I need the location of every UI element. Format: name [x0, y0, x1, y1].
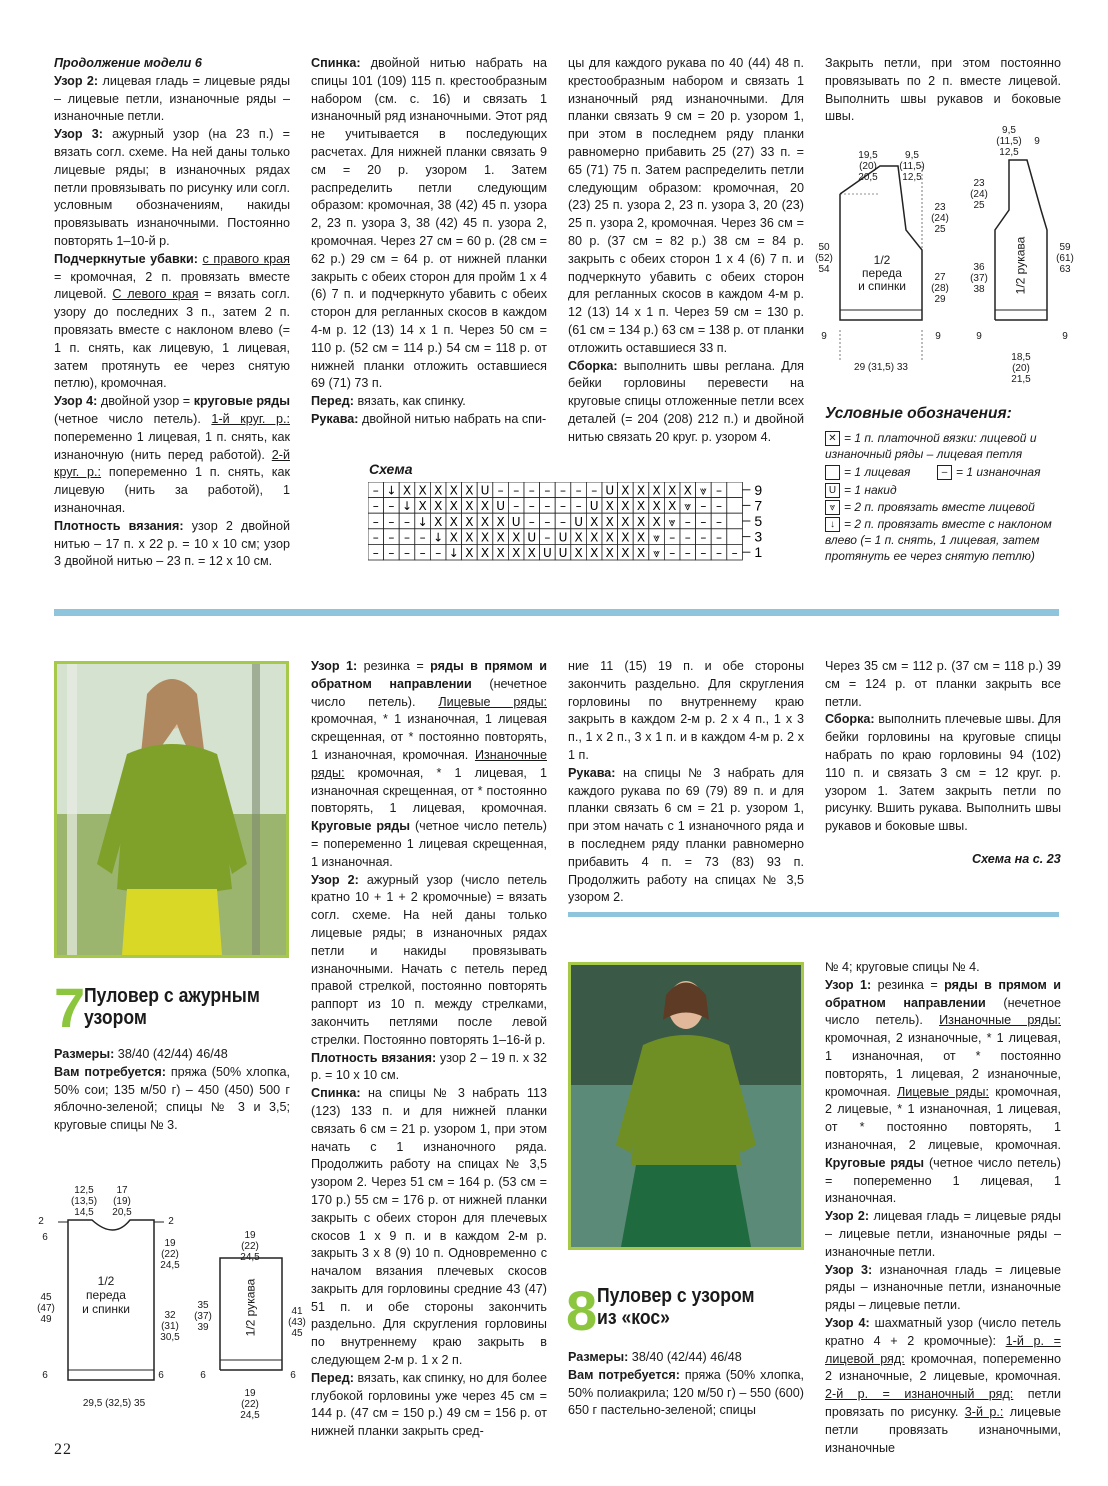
chart-symbol: –	[404, 530, 410, 545]
legend-text-ssk: = 2 п. провязать вместе с наклоном влево (= 1 п. снять, 1 лицевая, затем протянуть ее через снятую петлю)	[825, 517, 1052, 564]
chart-symbol: ⩔	[653, 546, 660, 560]
knitting-chart-grid	[368, 482, 768, 564]
model7-needs: пряжа (50% хлопка, 50% сои; 135 м/50 г) – 450 (450) 500 г яблочно-зеленой; спицы № 3 и 3,5; круговые спицы № 3.	[54, 1064, 291, 1133]
m7-sleeve-dim-width: 19 (22) 24,5	[240, 1388, 260, 1421]
chart-symbol: –	[575, 483, 582, 498]
model7-needs-label: Вам потребуется:	[54, 1064, 166, 1079]
sleeve-dim-bottom-right: 9	[1062, 331, 1068, 342]
dim-right-lower: 27 (28) 29	[931, 272, 949, 305]
sleeve-dim-left-lower: 36 (37) 38	[970, 262, 988, 295]
round1-label: 1-й круг. р.:	[211, 411, 290, 426]
garter-icon: ✕	[825, 431, 840, 446]
yarnover-icon: U	[825, 483, 840, 498]
round-rows-text: (четное число петель).	[54, 411, 212, 426]
model8-photo-illustration	[571, 965, 801, 1247]
pattern4-label: Узор 4:	[54, 394, 98, 409]
chart-symbol: –	[372, 499, 379, 514]
chart-symbol: X	[621, 530, 630, 545]
chart-symbol: X	[574, 530, 583, 545]
legend-text-k2tog: = 2 п. провязать вместе лицевой	[844, 500, 1035, 514]
chart-symbol: –	[575, 499, 582, 514]
m7-round-label: Круговые ряды	[311, 819, 411, 834]
chart-symbol: X	[652, 483, 661, 498]
m7-dim-width: 29,5 (32,5) 35	[82, 1398, 146, 1409]
chart-symbol: X	[418, 483, 427, 498]
chart-symbol: U	[496, 499, 505, 514]
legend-title: Условные обозначения:	[825, 405, 1012, 422]
chart-symbol: –	[716, 483, 722, 498]
chart-symbol: –	[388, 499, 395, 514]
legend-item-purl	[937, 464, 1041, 480]
chart-symbol: –	[684, 546, 691, 560]
chart-symbol: –	[591, 483, 598, 498]
model7-photo	[54, 661, 289, 958]
chart-symbol: –	[700, 546, 707, 560]
chart-symbol: –	[700, 530, 707, 545]
m8-round-text: (четное число петель) = попеременно 1 лицевая, 1 изнаночная.	[825, 1155, 1061, 1206]
model8-number: 8	[566, 1279, 598, 1342]
model8-title-line1: Пуловер с узором	[597, 1285, 755, 1307]
chart-symbol: –	[716, 499, 722, 514]
chart-symbol: –	[388, 530, 395, 545]
chart-symbol: X	[465, 483, 474, 498]
sleeves-label: Рукава:	[311, 411, 359, 426]
chart-row-label: 5	[754, 513, 763, 529]
m7-sleeve-dim-right: 41 (43) 45	[288, 1306, 306, 1339]
dim-top-right: 9,5 (11,5) 12,5	[899, 150, 925, 183]
chart-row-label: 1	[754, 544, 763, 561]
sleeve-dim-bottom-left: 9	[976, 331, 982, 342]
sleeves-continued: цы для каждого рукава по 40 (44) 48 п. крестообразным набором и связать 1 изнаночный ряд изнаночными. Для планки связать 9 см = 20 р. узором 1, при этом в последнем ряду планки равномерно прибавить 25 (27) 33 п. = 65 (71) 75 п. Затем распределить петли следующим образом: кромочная, 20 (23) 25 п. узора 2, 23 п. узора 3, 20 (23) 25 п. узора 2, кромочная. Через 36 см = 80 р. (37 см = 82 р.) 38 см = 84 р. закрыть с обеих сторон 1 х 4 (6) 7 п. и подчеркнуто убавить с обеих сторон для регланных скосов в каждом 4-м р. 12 (13) 14 х 1 п. Через 59 см = 130 р. (61 см = 134 р.) 63 см = 138 р. от планки отложить оставшиеся 33 п.	[568, 56, 804, 355]
legend-item-yarnover	[825, 482, 897, 498]
m7-rows-text: (нечетное число петель).	[311, 676, 547, 709]
m7-dim-left-top: 6	[42, 1232, 48, 1243]
chart-symbol: X	[449, 499, 458, 514]
model8-sizes: 38/40 (42/44) 46/48	[628, 1350, 742, 1364]
model7-col-3	[568, 658, 804, 907]
chart-symbol: –	[513, 483, 520, 498]
chart-symbol: U	[511, 514, 521, 529]
legend-text-garter: = 1 п. платочной вязки: лицевой и изнаночный ряды – лицевая петля	[825, 431, 1037, 462]
m8-pattern3-text: изнаночная гладь = лицевые ряды – изнаночные петли, изнаночные ряды – лицевые петли.	[825, 1262, 1061, 1313]
chart-cell	[727, 498, 743, 514]
sleeve-dim-top: 9,5 (11,5) 12,5	[996, 125, 1022, 158]
chart-symbol: –	[404, 546, 410, 560]
chart-symbol: X	[496, 514, 505, 529]
chart-symbol: –	[700, 499, 707, 514]
m7-piece-label: 1/2 переда и спинки	[82, 1274, 130, 1316]
chart-row-label: 9	[754, 482, 763, 498]
chart-symbol: X	[574, 546, 583, 560]
m7-sleeve-dim-top: 19 (22) 24,5	[240, 1230, 260, 1263]
model7-title-line1: Пуловер с ажурным	[84, 985, 260, 1007]
chart-symbol: –	[716, 546, 722, 560]
chart-symbol: X	[605, 514, 614, 529]
chart-symbol: U	[543, 546, 552, 560]
m8-rows-label: ряды в прямом и обратном направлении	[825, 977, 1061, 1010]
chart-symbol: –	[372, 514, 379, 529]
chart-symbol: –	[388, 514, 395, 529]
legend-item-knit	[825, 464, 910, 480]
legend-item-k2tog	[825, 499, 1035, 515]
chart-symbol: –	[560, 514, 566, 529]
m7-dim-top-left: 12,5 (13,5) 14,5	[70, 1185, 98, 1218]
m8-row1-text: кромочная, попеременно 2 изнаночные, 2 лицевые, кромочная.	[825, 1351, 1061, 1384]
chart-symbol: X	[605, 530, 614, 545]
m8-rows-text: (нечетное число петель).	[825, 995, 1061, 1028]
model8-col-4	[825, 959, 1061, 1457]
model7-col-2	[311, 658, 547, 1441]
chart-symbol: –	[544, 514, 551, 529]
chart-symbol: ⩔	[653, 530, 660, 545]
model7-col-4	[825, 658, 1061, 836]
sleeve-dim-top-right: 9	[1034, 136, 1040, 147]
schematic-body-top	[810, 120, 950, 380]
piece-label: 1/2 переда и спинки	[858, 253, 906, 293]
chart-symbol: –	[513, 499, 520, 514]
chart-cell	[727, 513, 743, 529]
chart-symbol: –	[404, 514, 410, 529]
chart-symbol: –	[544, 483, 551, 498]
sleeve-dim-width: 18,5 (20) 21,5	[1011, 352, 1031, 385]
chart-symbol: –	[528, 514, 535, 529]
m8-pattern2-label: Узор 2:	[825, 1209, 870, 1224]
chart-symbol: –	[528, 499, 535, 514]
dim-left: 50 (52) 54	[815, 242, 833, 275]
front-label: Перед:	[311, 394, 354, 409]
m8-ws-label: Изнаночные ряды:	[939, 1013, 1061, 1028]
chart-symbol: –	[560, 499, 566, 514]
chart-symbol: X	[512, 546, 521, 560]
chart-symbol: X	[465, 499, 474, 514]
chart-symbol: X	[465, 546, 474, 560]
m7-assembly-label: Сборка:	[825, 712, 875, 727]
pattern2-text: лицевая гладь = лицевые ряды – лицевые петли, изнаночные ряды – изнаночные петли.	[54, 73, 290, 124]
legend-text-purl: = 1 изнаночная	[956, 465, 1041, 479]
left-edge-label: С левого края	[112, 287, 199, 302]
model8-needs-label: Вам потребуется:	[568, 1367, 680, 1382]
model7-number: 7	[54, 976, 86, 1039]
chart-symbol: X	[496, 546, 505, 560]
page-number: 22	[54, 1441, 72, 1458]
chart-symbol: ↓	[448, 546, 459, 560]
chart-symbol: X	[512, 530, 521, 545]
m7-pattern1-text: резинка =	[357, 659, 431, 673]
model8-materials	[568, 1349, 804, 1420]
m7-mark-right: 2	[168, 1216, 174, 1227]
chart-symbol: X	[621, 499, 630, 514]
top-col-2	[311, 55, 547, 429]
chart-symbol: X	[590, 530, 599, 545]
top-col-4	[825, 55, 1061, 126]
m7-front-label: Перед:	[311, 1370, 354, 1385]
chart-symbol: X	[480, 530, 490, 545]
m8-row1-label: 1-й р. = лицевой ряд:	[825, 1333, 1061, 1366]
pattern2-label: Узор 2:	[54, 73, 99, 88]
chart-symbol: U	[589, 499, 599, 514]
m7-sleeve-dim-left: 35 (37) 39	[194, 1300, 212, 1333]
chart-symbol: X	[605, 546, 614, 560]
chart-symbol: X	[496, 530, 505, 545]
chart-symbol: X	[449, 530, 458, 545]
m8-pattern3-label: Узор 3:	[825, 1262, 873, 1277]
m7-sleeves-label: Рукава:	[568, 765, 616, 780]
round2-text: попеременно 1 п. снять, как лицевую (нить за работой), 1 изнаночная.	[54, 465, 290, 515]
m7-pattern2-label: Узор 2:	[311, 872, 359, 887]
chart-symbol: X	[683, 483, 692, 498]
chart-symbol: X	[449, 483, 458, 498]
chart-symbol: X	[668, 483, 677, 498]
m7-rs-text: кромочная, * 1 изнаночная, 1 лицевая скрещенная, от * постоянно повторять, 1 изнаночная, кромочная.	[311, 712, 547, 762]
model8-divider	[568, 912, 1059, 917]
m8-row2-label: 2-й р. = изнаночный ряд:	[825, 1387, 1014, 1402]
m7-dim-right-upper: 19 (22) 24,5	[160, 1238, 180, 1271]
chart-symbol: –	[669, 546, 676, 560]
chart-symbol: X	[434, 499, 443, 514]
chart-symbol: –	[497, 483, 504, 498]
pattern4-text: двойной узор =	[97, 394, 194, 409]
round-rows-label: круговые ряды	[193, 394, 290, 409]
chart-symbol: X	[636, 530, 646, 545]
chart-symbol: U	[574, 514, 583, 529]
chart-symbol: ↓	[433, 530, 444, 545]
ssk-icon: ↓	[825, 517, 840, 532]
assembly-label: Сборка:	[568, 358, 618, 373]
chart-symbol: X	[636, 546, 646, 560]
chart-symbol: X	[418, 499, 427, 514]
chart-symbol: –	[372, 530, 379, 545]
chart-symbol: –	[684, 530, 691, 545]
schematic-sleeve-model7	[190, 1230, 310, 1430]
schema-title: Схема	[369, 461, 413, 477]
legend-text-yarnover: = 1 накид	[844, 483, 897, 497]
m7-sleeves-continued: Через 35 см = 112 р. (37 см = 118 р.) 39 см = 124 р. от планки закрыть все петли.	[825, 659, 1061, 709]
m7-dim-bottom-left: 6	[42, 1370, 48, 1381]
top-col-1	[54, 55, 290, 571]
chart-symbol: –	[372, 483, 379, 498]
dim-top-left: 19,5 (20) 20,5	[858, 150, 878, 183]
dim-width: 29 (31,5) 33	[854, 362, 908, 373]
sleeve-dim-left-upper: 23 (24) 25	[970, 178, 988, 211]
chart-symbol: X	[527, 546, 536, 560]
m7-sleeve-dim-bottom-left: 6	[200, 1370, 206, 1381]
model7-schema-ref: Схема на с. 23	[972, 852, 1061, 866]
chart-symbol: ⩔	[700, 483, 707, 498]
m7-gauge-text: узор 2 – 19 п. х 32 р. = 10 х 10 см.	[311, 1050, 547, 1083]
section-divider	[54, 609, 1059, 616]
chart-row-label: 3	[754, 528, 763, 545]
gauge-label: Плотность вязания:	[54, 518, 184, 533]
chart-cell	[727, 482, 743, 498]
chart-symbol: X	[605, 499, 614, 514]
continuation-heading: Продолжение модели 6	[54, 56, 202, 70]
m7-pattern2-text: ажурный узор (число петель кратно 10 + 1 + 2 кромочные) = вязать согл. схеме. На ней даны только лицевые ряды; в изнаночных рядах петли и накиды провязывать изнаночными. Начать с петель перед правой стрелкой, постоянно повторять раппорт из 10 п. между стрелками, закончить петлями после левой стрелки. Постоянно повторять 1–16-й р.	[311, 872, 547, 1047]
m7-front-continued: ние 11 (15) 19 п. и обе стороны закончить раздельно. Для скругления горловины по внутреннему краю закрыть в каждом 2-м р. 2 х 4 п., 1 х 3 п., 1 х 2 п., 3 х 1 п. и в каждом 4-м р. 2 х 1 п.	[568, 659, 804, 762]
m8-row3-label: 3-й р.:	[964, 1404, 1004, 1419]
m8-needles-continued: № 4; круговые спицы № 4.	[825, 960, 980, 974]
chart-symbol: X	[465, 514, 474, 529]
model8-photo	[568, 962, 804, 1250]
back-label: Спинка:	[311, 56, 361, 70]
chart-symbol: –	[528, 483, 535, 498]
chart-symbol: ⩔	[668, 514, 676, 529]
m7-sleeves-text: на спицы № 3 набрать для каждого рукава по 69 (79) 89 п. и для планки связать 6 см = 21 р. узором 1, при этом начать с 1 изнаночного ряда и в последнем ряду планки равномерно прибавить 4 п. = 73 (83) 93 п. Продолжить работу на спицах № 3,5 узором 2.	[568, 765, 804, 905]
chart-symbol: X	[590, 514, 599, 529]
model7-sizes-label: Размеры:	[54, 1047, 115, 1061]
dim-right-upper: 23 (24) 25	[931, 202, 949, 235]
model7-photo-illustration	[57, 664, 286, 955]
chart-symbol: X	[636, 483, 646, 498]
pattern3-label: Узор 3:	[54, 127, 103, 142]
chart-symbol: –	[716, 530, 722, 545]
m7-sleeve-label: 1/2 рукава	[243, 1278, 258, 1337]
left-edge-text: = вязать согл. узору до последних 3 п., затем 2 п. провязать вместе с наклоном влево (= 1 п. снять, как лицевую, 1 лицевая, затем протянуть ее через снятую петлю), кромочная.	[54, 287, 291, 391]
chart-symbol: U	[605, 483, 615, 498]
sleeve-label: 1/2 рукава	[1013, 236, 1028, 295]
purl-icon: –	[937, 465, 952, 480]
chart-symbol: X	[668, 499, 677, 514]
chart-symbol: –	[669, 530, 676, 545]
chart-symbol: ↓	[401, 499, 413, 514]
m8-rs-text: кромочная, 2 лицевые, * 1 изнаночная, 1 лицевая, от * постоянно повторять, 1 изнаночная, 2 лицевые, кромочная.	[825, 1084, 1061, 1152]
m7-dim-bottom-right: 6	[158, 1370, 164, 1381]
schematic-sleeve-top	[965, 120, 1080, 385]
decrease-label: Подчеркнутые убавки:	[54, 251, 198, 266]
chart-symbol: –	[435, 546, 442, 560]
chart-symbol: –	[731, 546, 738, 560]
model8-sizes-label: Размеры:	[568, 1350, 629, 1364]
m7-ws-text: кромочная, * 1 лицевая, 1 изнаночная скрещенная, от * постоянно повторять, 1 лицевая, кромочная.	[311, 765, 547, 816]
chart-symbol: X	[480, 546, 490, 560]
right-edge-label: с правого края	[202, 251, 290, 266]
chart-symbol: X	[434, 483, 443, 498]
schematic-body-model7	[32, 1180, 212, 1430]
round2-label: 2-й круг. р.:	[54, 447, 290, 480]
m8-pattern1-text: резинка =	[871, 977, 945, 992]
front-text: вязать, как спинку.	[353, 394, 466, 409]
sleeve-dim-right: 59 (61) 63	[1056, 242, 1074, 275]
round1-text: попеременно 1 лицевая, 1 п. снять, как изнаночную (нить перед работой).	[54, 429, 290, 462]
chart-symbol: –	[684, 514, 691, 529]
chart-symbol: U	[527, 530, 537, 545]
model7-materials	[54, 1046, 290, 1135]
knit-icon	[825, 465, 840, 480]
chart-symbol: X	[434, 514, 443, 529]
model7-title-line2: узором	[84, 1007, 147, 1029]
chart-symbol: X	[402, 483, 412, 498]
chart-symbol: –	[544, 499, 551, 514]
chart-symbol: –	[716, 514, 722, 529]
m8-pattern4-label: Узор 4:	[825, 1315, 870, 1330]
m7-dim-right-lower: 32 (31) 30,5	[160, 1310, 180, 1343]
chart-symbol: U	[558, 546, 568, 560]
m8-rs-label: Лицевые ряды:	[897, 1084, 989, 1099]
chart-cell	[727, 529, 743, 545]
chart-symbol: X	[590, 546, 599, 560]
chart-symbol: –	[700, 514, 707, 529]
chart-symbol: X	[621, 514, 630, 529]
chart-symbol: X	[652, 499, 661, 514]
m8-round-label: Круговые ряды	[825, 1155, 925, 1170]
m8-pattern2-text: лицевая гладь = лицевые ряды – лицевые петли, изнаночные ряды – изнаночные петли.	[825, 1209, 1061, 1259]
m7-front-text: вязать, как спинку, но для более глубокой горловины уже через 45 см = 144 р. (47 см = 150 р.) 49 см = 156 р. от нижней планки закрыть сред-	[311, 1370, 548, 1439]
k2tog-icon: ⩔	[825, 500, 840, 515]
m7-pattern1-label: Узор 1:	[311, 659, 358, 673]
chart-symbol: X	[652, 514, 661, 529]
m7-round-text: (четное число петель) = попеременно 1 лицевая скрещенная, 1 изнаночная.	[311, 819, 547, 869]
m7-gauge-label: Плотность вязания:	[311, 1050, 437, 1065]
back-text: двойной нитью набрать на спицы 101 (109) 115 п. крестообразным набором (см. с. 16) и связать 1 изнаночный ряд изнаночными. Этот ряд не учитывается в последующих расчетах. Для нижней планки связать 9 см = 20 р. узором 1. Затем распределить петли следующим образом: кромочная, 38 (42) 45 п. узора 2, 23 п. узора 3, 38 (42) 45 п. узора 2, кромочная. Через 27 см = 60 р. (28 см = 62 р.) 29 см = 64 р. от нижней планки закрыть с обеих сторон для пройм 1 х 4 (6) 7 п. и подчеркнуто убавить с обеих сторон для регланных скосов в каждом 4-м р. 12 (13) 14 х 1 п. Через 50 см = 110 р. (52 см = 114 р.) 54 см = 118 р. от нижней планки отложить оставшиеся 69 (71) 73 п.	[311, 56, 547, 391]
chart-symbol: –	[388, 546, 395, 560]
m7-assembly-text: выполнить плечевые швы. Для бейки горловины на круговые спицы набрать по краю горловины 94 (102) 110 п. и связать 3 см = 12 круг. р. узором 1. Затем закрыть петли по рисунку. Вшить рукава. Выполнить швы рукавов и боковые швы.	[825, 712, 1061, 834]
m7-rows-label: ряды в прямом и обратном направлении	[311, 659, 547, 691]
legend-text-knit: = 1 лицевая	[844, 465, 911, 479]
legend-item-garter	[825, 430, 1065, 462]
chart-symbol: –	[419, 530, 426, 545]
m7-dim-top-right: 17 (19) 20,5	[112, 1185, 132, 1218]
gauge-text: узор 2 двойной нитью – 17 п. х 22 р. = 10 х 10 см; узор 3 двойной нитью – 23 п. = 12 х 10 см.	[54, 518, 290, 569]
assembly-text: выполнить швы реглана. Для бейки горловины перевести на круговые спицы отложенные петли всех деталей (= 204 (208) 212 п.) и двойной нитью связать 20 круг. р. узором 4.	[568, 358, 804, 444]
chart-symbol: X	[449, 514, 458, 529]
chart-symbol: X	[465, 530, 474, 545]
chart-row-label: 7	[754, 497, 763, 514]
m8-row2-text: петли провязать по рисунку.	[825, 1387, 1062, 1419]
model8-title-line2: из «кос»	[597, 1307, 670, 1329]
m8-row3-text: лицевые петли провязать изнаночными, изнаночные	[825, 1404, 1061, 1455]
dim-bottom-left: 9	[821, 331, 827, 342]
chart-symbol: –	[419, 546, 426, 560]
chart-symbol: U	[480, 483, 490, 498]
pattern3-text: ажурный узор (на 23 п.) = вязать согл. схеме. На ней даны только лицевые ряды; в изнаночных рядах петли провязывать по рисунку или согл. условным обозначениям, накиды провязывать изнаночными. Постоянно повторять 1–10-й р.	[54, 127, 290, 248]
chart-symbol: X	[480, 514, 490, 529]
m7-dim-left: 45 (47) 49	[37, 1292, 55, 1325]
top-col-3	[568, 55, 804, 447]
chart-symbol: ↓	[386, 483, 397, 498]
chart-symbol: –	[544, 530, 551, 545]
m8-pattern1-label: Узор 1:	[825, 977, 872, 992]
chart-symbol: X	[636, 499, 646, 514]
m7-back-text: на спицы № 3 набрать 113 (123) 133 п. и для нижней планки связать 6 см = 21 р. узором 1, при этом начать с 1 изнаночного ряда. Продолжить работу на спицах № 3,5 узором 2. Через 51 см = 164 р. (53 см = 170 р.) 55 см = 176 р. от нижней планки закрыть с обеих сторон для плечевых скосов 1 х 9 п. и в каждом 2-м р. закрыть 3 х 8 (9) 10 п. Одновременно с началом вязания плечевых скосов закрыть для горловины средние 43 (47) 51 п. и обе стороны закончить раздельно. Для скругления горловины по внутреннему краю закрыть в следующем 2-м р. 1 х 2 п.	[311, 1086, 547, 1368]
chart-symbol: ↓	[417, 514, 428, 529]
finish-text: Закрыть петли, при этом постоянно провязывать по 2 п. вместе лицевой. Выполнить швы рукавов и боковые швы.	[825, 56, 1061, 124]
m7-rs-label: Лицевые ряды:	[438, 694, 548, 709]
legend-item-ssk	[825, 516, 1065, 564]
chart-symbol: X	[621, 546, 630, 560]
chart-symbol: X	[621, 483, 630, 498]
sleeves-text: двойной нитью набрать на спи-	[358, 411, 547, 426]
m7-ws-label: Изнаночные ряды:	[311, 747, 547, 780]
m8-pattern4-text: шахматный узор (число петель кратно 4 + 2 кромочные):	[825, 1315, 1061, 1348]
m7-sleeve-dim-bottom-right: 6	[290, 1370, 296, 1381]
chart-symbol: –	[372, 546, 379, 560]
knitting-chart	[368, 482, 768, 564]
chart-symbol: X	[480, 499, 490, 514]
chart-symbol: U	[558, 530, 568, 545]
model7-sizes: 38/40 (42/44) 46/48	[114, 1047, 228, 1061]
m7-back-label: Спинка:	[311, 1086, 361, 1101]
dim-bottom-right: 9	[935, 331, 941, 342]
m8-ws-text: кромочная, 2 изнаночные, * 1 лицевая, 1 изнаночная, от * постоянно повторять, 1 лицевая, 2 изнаночные, кромочная.	[825, 1031, 1061, 1099]
chart-symbol: X	[636, 514, 646, 529]
chart-symbol: ⩔	[684, 499, 692, 514]
chart-symbol: –	[560, 483, 566, 498]
m7-mark-left: 2	[38, 1216, 44, 1227]
right-edge-text: = кромочная, 2 п. провязать вместе лицевой.	[54, 269, 290, 302]
model8-needs: пряжа (50% хлопка, 50% полиакрила; 120 м/50 г) – 550 (600) 650 г пастельно-зеленой; спицы	[568, 1367, 805, 1418]
